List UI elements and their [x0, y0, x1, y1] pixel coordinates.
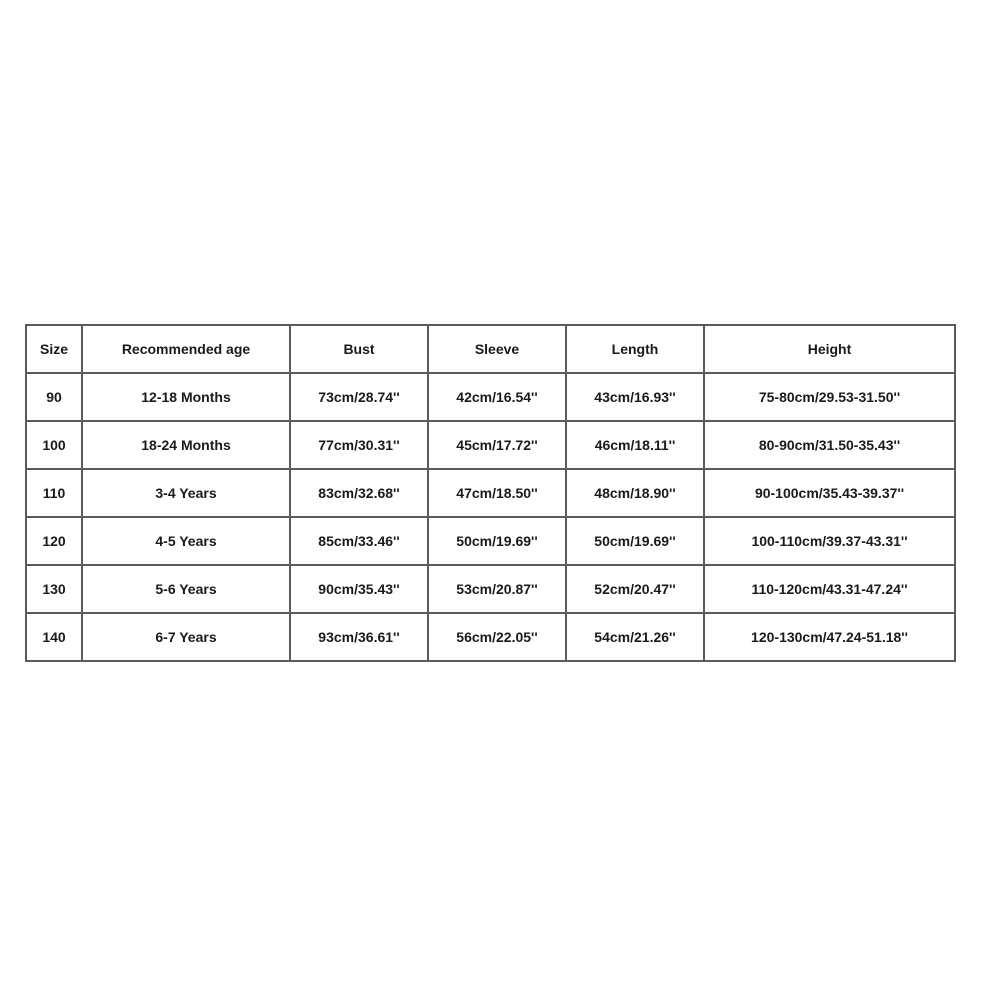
cell-recommended-age: 6-7 Years	[82, 613, 290, 661]
cell-bust: 77cm/30.31''	[290, 421, 428, 469]
cell-size: 130	[26, 565, 82, 613]
header-height: Height	[704, 325, 955, 373]
table-row	[26, 565, 955, 613]
cell-length: 54cm/21.26''	[566, 613, 704, 661]
cell-sleeve: 53cm/20.87''	[428, 565, 566, 613]
cell-sleeve: 45cm/17.72''	[428, 421, 566, 469]
cell-height: 80-90cm/31.50-35.43''	[704, 421, 955, 469]
table-row	[26, 469, 955, 517]
table-header	[26, 325, 955, 373]
cell-sleeve: 50cm/19.69''	[428, 517, 566, 565]
cell-size: 90	[26, 373, 82, 421]
cell-length: 46cm/18.11''	[566, 421, 704, 469]
cell-length: 48cm/18.90''	[566, 469, 704, 517]
cell-length: 50cm/19.69''	[566, 517, 704, 565]
cell-size: 120	[26, 517, 82, 565]
cell-size: 110	[26, 469, 82, 517]
cell-size: 140	[26, 613, 82, 661]
cell-bust: 85cm/33.46''	[290, 517, 428, 565]
cell-height: 90-100cm/35.43-39.37''	[704, 469, 955, 517]
cell-sleeve: 47cm/18.50''	[428, 469, 566, 517]
cell-recommended-age: 12-18 Months	[82, 373, 290, 421]
table-body	[26, 373, 955, 661]
cell-height: 120-130cm/47.24-51.18''	[704, 613, 955, 661]
header-recommended-age: Recommended age	[82, 325, 290, 373]
table-row	[26, 517, 955, 565]
table-row	[26, 373, 955, 421]
cell-bust: 93cm/36.61''	[290, 613, 428, 661]
cell-height: 110-120cm/43.31-47.24''	[704, 565, 955, 613]
cell-bust: 90cm/35.43''	[290, 565, 428, 613]
cell-height: 75-80cm/29.53-31.50''	[704, 373, 955, 421]
cell-length: 43cm/16.93''	[566, 373, 704, 421]
cell-recommended-age: 3-4 Years	[82, 469, 290, 517]
header-bust: Bust	[290, 325, 428, 373]
size-chart-table	[25, 324, 956, 662]
cell-height: 100-110cm/39.37-43.31''	[704, 517, 955, 565]
cell-recommended-age: 18-24 Months	[82, 421, 290, 469]
header-length: Length	[566, 325, 704, 373]
cell-sleeve: 56cm/22.05''	[428, 613, 566, 661]
table-row	[26, 421, 955, 469]
cell-bust: 73cm/28.74''	[290, 373, 428, 421]
cell-recommended-age: 4-5 Years	[82, 517, 290, 565]
header-sleeve: Sleeve	[428, 325, 566, 373]
header-row	[26, 325, 955, 373]
cell-length: 52cm/20.47''	[566, 565, 704, 613]
cell-recommended-age: 5-6 Years	[82, 565, 290, 613]
table-row	[26, 613, 955, 661]
header-size: Size	[26, 325, 82, 373]
cell-sleeve: 42cm/16.54''	[428, 373, 566, 421]
cell-size: 100	[26, 421, 82, 469]
cell-bust: 83cm/32.68''	[290, 469, 428, 517]
